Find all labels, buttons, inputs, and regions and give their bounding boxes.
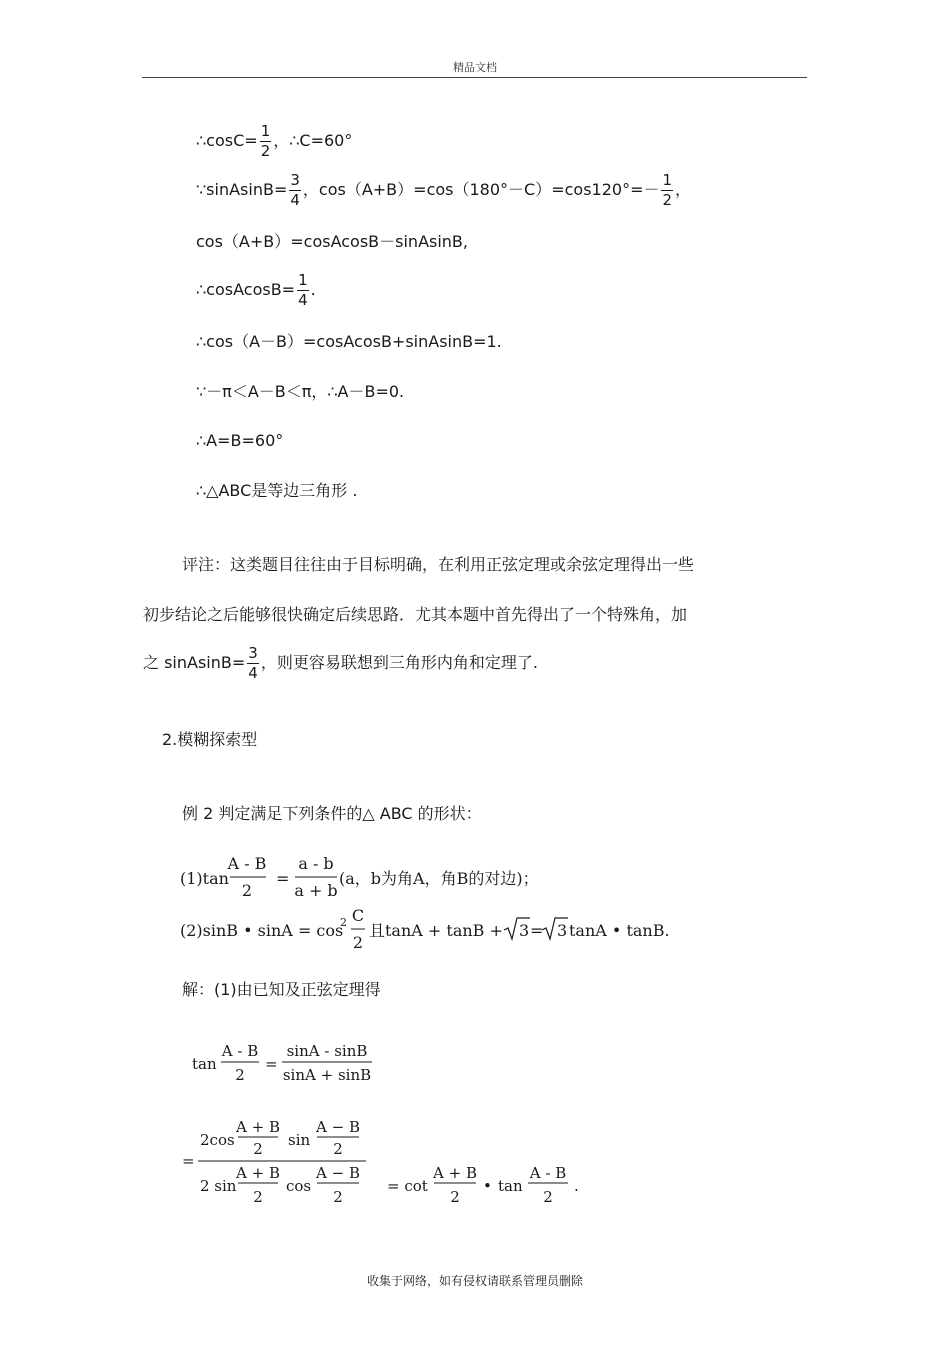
eq1-den2: sinA + sinB	[282, 1066, 372, 1084]
denominator: 4	[290, 191, 300, 209]
proof-line-5: ∴cos（A－B）=cosAcosB+sinAsinB=1.	[196, 332, 502, 351]
numerator: 1	[298, 271, 308, 289]
proof-line-8: ∴△ABC是等边三角形 .	[196, 481, 358, 500]
fraction	[289, 173, 301, 208]
cond1-num2: a - b	[298, 854, 334, 873]
eq2-den-func: 2 sin	[200, 1177, 237, 1195]
numerator: 3	[248, 644, 258, 662]
proof-line-4	[196, 273, 316, 308]
equals-sign: =	[530, 921, 544, 940]
proof-line-6: ∵－π＜A－B＜π，∴A－B=0.	[196, 382, 405, 401]
conditions-formula	[178, 850, 698, 955]
eq2-num-d1: 2	[253, 1140, 263, 1158]
eq2-num-d2: 2	[333, 1140, 343, 1158]
cond1-num1: A - B	[227, 854, 267, 873]
comment-line-2: 初步结论之后能够很快确定后续思路．尤其本题中首先得出了一个特殊角，加	[143, 605, 688, 624]
denominator: 2	[260, 142, 271, 160]
numerator: 1	[662, 171, 673, 189]
denominator: 4	[248, 664, 258, 682]
exponent: 2	[340, 916, 347, 929]
eq1-den1: 2	[235, 1066, 245, 1084]
eq2-num-func: 2cos	[200, 1131, 235, 1149]
equals-sign: =	[182, 1152, 195, 1170]
text: ，则更容易联想到三角形内角和定理了.	[260, 653, 538, 672]
period: .	[574, 1177, 579, 1195]
eq2-num-n1: A + B	[236, 1118, 280, 1136]
text: ∴cosAcosB=	[196, 280, 296, 299]
example-line: 例 2 判定满足下列条件的△ ABC 的形状：	[182, 804, 482, 823]
fraction	[661, 173, 673, 208]
comment-line-3	[143, 646, 538, 681]
fraction	[260, 124, 272, 159]
cond1-suffix: (a，b为角A，角B的对边)；	[339, 869, 539, 888]
equation-1	[190, 1038, 390, 1088]
text: ∴cosC=	[196, 131, 258, 150]
proof-line-3: cos（A+B）=cosAcosB－sinAsinB,	[196, 232, 468, 251]
denominator: 2	[662, 191, 673, 209]
eq2-rhs-d2: 2	[543, 1188, 553, 1206]
eq2-den-func2: cos	[286, 1177, 312, 1195]
eq2-num-func2: sin	[288, 1131, 311, 1149]
equals-sign: =	[276, 869, 290, 888]
comment-line-1: 评注：这类题目往往由于目标明确，在利用正弦定理或余弦定理得出一些	[182, 555, 695, 574]
eq2-num-n2: A − B	[316, 1118, 360, 1136]
page-footer: 收集于网络，如有侵权请联系管理员删除	[366, 1274, 583, 1288]
cond1-den1: 2	[241, 881, 253, 900]
eq2-den-n1: A + B	[236, 1164, 280, 1182]
equation-2	[180, 1113, 600, 1213]
eq2-den-n2: A − B	[316, 1164, 360, 1182]
eq2-rhs-d1: 2	[450, 1188, 460, 1206]
solution-line: 解：(1)由已知及正弦定理得	[182, 980, 381, 999]
cond1-den2: a + b	[294, 881, 338, 900]
numerator: 1	[260, 122, 271, 140]
fraction	[297, 273, 309, 308]
text: .	[310, 280, 316, 299]
text: ∵sinAsinB=	[196, 180, 288, 199]
cond2-num: C	[351, 906, 365, 925]
eq2-rhs-n1: A + B	[433, 1164, 477, 1182]
page-header: 精品文档	[453, 61, 497, 74]
text: ，∴C=60°	[273, 131, 353, 150]
cond1-prefix: (1)tan	[180, 869, 229, 888]
proof-line-2	[196, 173, 691, 208]
cond2-den: 2	[352, 933, 364, 952]
text: ，	[675, 180, 692, 199]
eq1-prefix: tan	[192, 1055, 217, 1073]
cond2-text: 且tanA + tanB +	[369, 921, 503, 940]
eq1-num1: A - B	[221, 1042, 259, 1060]
eq2-rhs-n2: A - B	[529, 1164, 567, 1182]
section-title: 2.模糊探索型	[162, 730, 258, 749]
equals-sign: =	[265, 1055, 278, 1073]
proof-line-7: ∴A=B=60°	[196, 431, 284, 450]
cond2-suffix: tanA • tanB.	[569, 921, 670, 940]
radicand: 3	[519, 921, 530, 940]
radicand: 3	[557, 921, 568, 940]
text: 之 sinAsinB=	[143, 653, 246, 672]
text: ，cos（A+B）=cos（180°－C）=cos120°=－	[302, 180, 660, 199]
eq2-rhs-func: = cot	[387, 1177, 428, 1195]
fraction	[247, 646, 259, 681]
cond2-prefix: (2)sinB • sinA = cos	[180, 921, 344, 940]
header-rule	[142, 77, 807, 78]
eq1-num2: sinA - sinB	[286, 1042, 368, 1060]
numerator: 3	[290, 171, 300, 189]
denominator: 4	[298, 291, 308, 309]
eq2-den-d1: 2	[253, 1188, 263, 1206]
eq2-rhs-func2: tan	[498, 1177, 523, 1195]
dot-operator: •	[483, 1177, 492, 1195]
proof-line-1	[196, 124, 352, 159]
eq2-den-d2: 2	[333, 1188, 343, 1206]
